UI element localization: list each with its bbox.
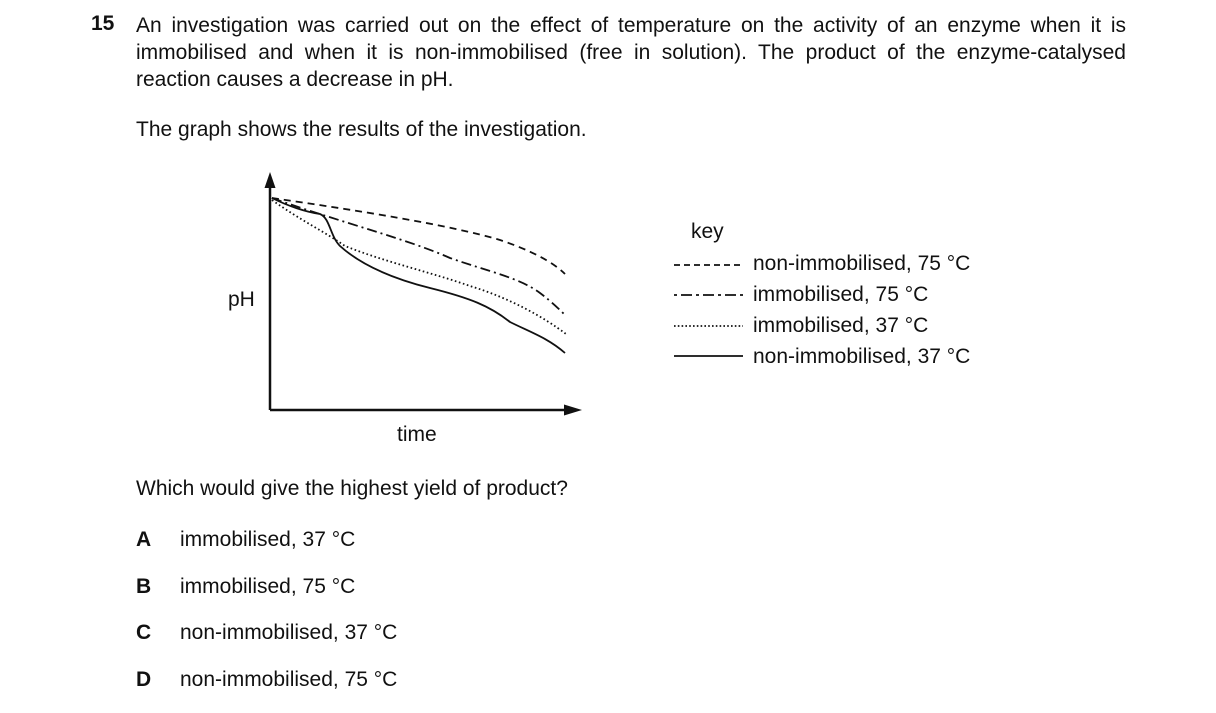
x-axis-arrow [564,405,582,416]
option-letter: A [136,528,152,551]
legend-label: immobilised, 37 °C [753,314,929,337]
graph-caption: The graph shows the results of the investigation. [136,118,587,141]
option-b[interactable] [136,575,355,599]
series-line-immobilised-75 [272,198,566,316]
question-prompt: Which would give the highest yield of product? [136,477,568,500]
legend-label: non-immobilised, 75 °C [753,252,971,275]
question-number: 15 [91,12,115,35]
option-d[interactable] [136,668,397,692]
y-axis-label: pH [228,288,255,311]
series-line-non-immobilised-75 [272,198,565,274]
option-text: non-immobilised, 75 °C [180,668,398,691]
option-text: immobilised, 37 °C [180,528,356,551]
option-c[interactable] [136,621,397,645]
series-line-immobilised-37 [272,200,566,334]
legend-title: key [691,220,724,243]
option-a[interactable] [136,528,355,552]
x-axis-label: time [397,423,437,446]
legend-label: non-immobilised, 37 °C [753,345,971,368]
option-letter: C [136,621,152,644]
option-letter: B [136,575,152,598]
y-axis-arrow [265,172,276,188]
legend-label: immobilised, 75 °C [753,283,929,306]
option-text: non-immobilised, 37 °C [180,621,398,644]
option-text: immobilised, 75 °C [180,575,356,598]
option-letter: D [136,668,152,691]
question-stem: An investigation was carried out on the effect of temperature on the activity of an enzyme when it is immobilised and when it is non-immobilised (free in solution). The product of the enzyme-catalysed reaction causes a decrease in pH. [136,14,1126,91]
